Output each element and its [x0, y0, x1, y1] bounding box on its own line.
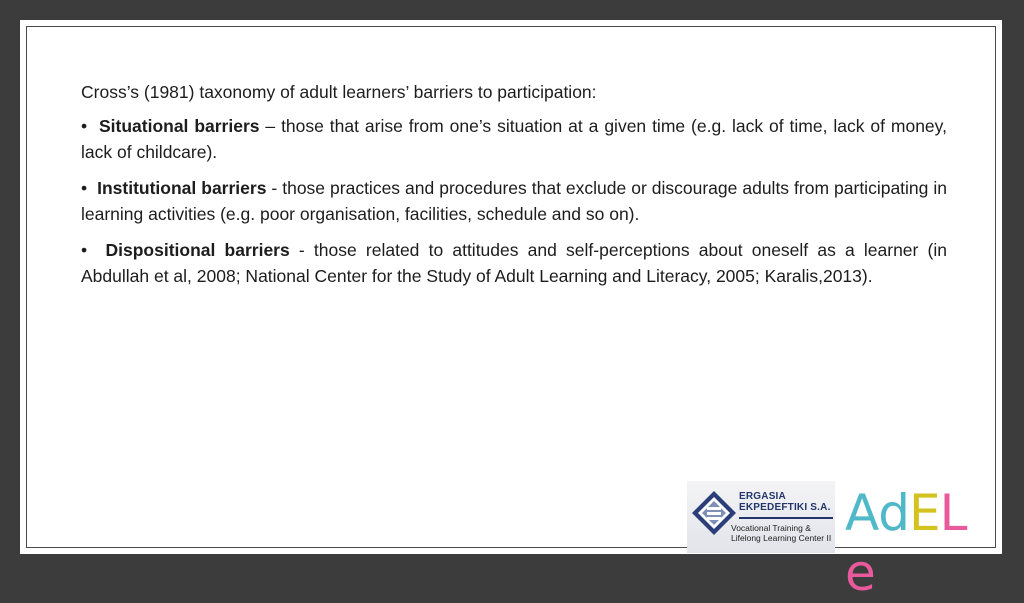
slide-heading: Cross’s (1981) taxonomy of adult learners’ barriers to participation: [81, 82, 597, 102]
bullet-dispositional [81, 237, 947, 289]
bullet-text: - those related to attitudes and self-perceptions about oneself as a learner (in Abdullah et al, 2008; National Center for the Study of Adult Learning and Literacy, 2005; Karalis,2013). [81, 240, 947, 286]
ergasia-name-line1: ERGASIA [739, 491, 786, 502]
ergasia-name-line2: EKPEDEFTIKI S.A. [739, 502, 831, 513]
logo-area [687, 481, 987, 602]
bullet-marker: • [81, 178, 88, 198]
ergasia-divider [739, 517, 833, 519]
bullet-term: Dispositional barriers [105, 240, 290, 260]
slide-frame [20, 20, 1002, 602]
ergasia-logo [687, 481, 835, 553]
slide-content [81, 79, 947, 299]
adele-letter: E [908, 484, 940, 542]
adele-letter: L [939, 484, 967, 542]
bullet-institutional [81, 175, 947, 227]
bullet-text: – those that arise from one’s situation at a given time (e.g. lack of time, lack of money, lack of childcare). [81, 116, 947, 162]
bullet-marker: • [81, 240, 88, 260]
adele-letter: e [845, 544, 875, 602]
adele-letter: A [845, 484, 879, 542]
bullet-term: Situational barriers [98, 116, 260, 136]
bullet-situational [81, 113, 947, 165]
adele-logo [845, 483, 987, 602]
ergasia-subtitle-line2: Lifelong Learning Center II [731, 533, 832, 543]
ergasia-name [739, 491, 831, 513]
ergasia-subtitle-line1: Vocational Training & [731, 523, 811, 533]
bullet-term: Institutional barriers [97, 178, 267, 198]
ergasia-subtitle [731, 523, 831, 543]
bullet-marker: • [81, 116, 88, 136]
slide-inner-border [26, 26, 996, 602]
adele-letter: d [878, 484, 909, 542]
bullet-text: - those practices and procedures that exclude or discourage adults from participating in learning activities (e.g. poor organisation, facilities, schedule and so on). [81, 178, 947, 224]
